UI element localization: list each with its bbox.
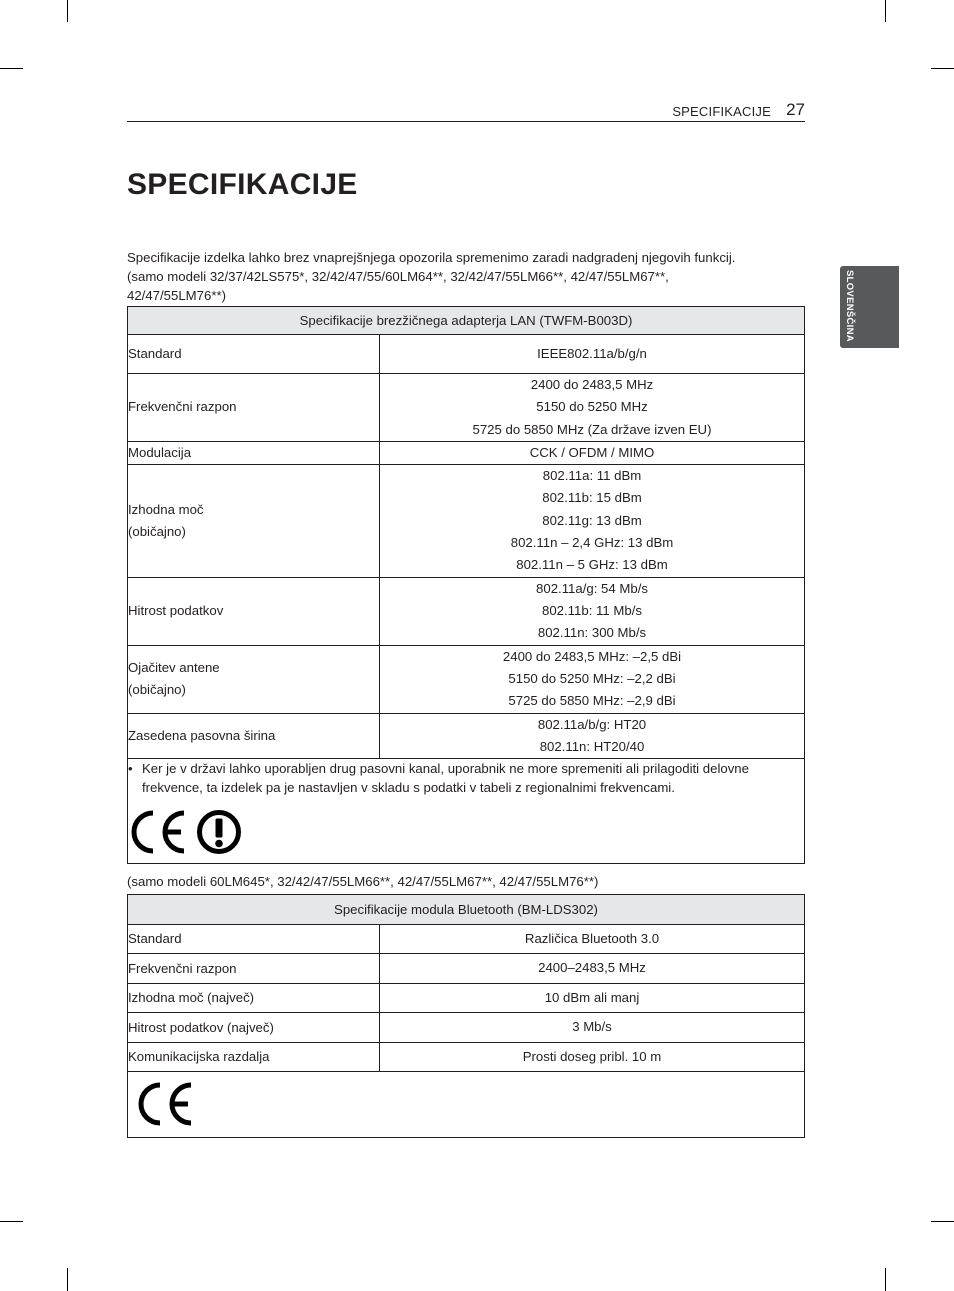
row-label: Modulacija — [128, 445, 192, 461]
row-value: 5150 do 5250 MHz — [536, 399, 648, 415]
header-section-label: SPECIFIKACIJE — [672, 104, 771, 119]
row-value: 3 Mb/s — [380, 1013, 805, 1043]
note-text: Ker je v državi lahko uporabljen drug pasovni kanal, uporabnik ne more spremeniti ali prilagoditi delovne frekvence, ta izdelek pa je nastavljen v skladu s podatki v tabeli z regionalnimi frekvencami. — [142, 761, 749, 796]
page-title: SPECIFIKACIJE — [127, 168, 358, 201]
row-label: Ojačitev antene — [128, 660, 220, 676]
table-row — [128, 1013, 805, 1043]
crop-mark — [67, 0, 68, 22]
ce-mark-icon — [135, 1082, 195, 1126]
table-row — [128, 577, 805, 645]
row-value: 802.11b: 15 dBm — [542, 490, 642, 506]
row-value: 2400 do 2483,5 MHz — [530, 377, 654, 392]
row-label: Izhodna moč — [128, 501, 204, 517]
bluetooth-table-caption: Specifikacije modula Bluetooth (BM-LDS302) — [128, 895, 805, 925]
row-value: 802.11b: 11 Mb/s — [542, 602, 642, 618]
table-row — [128, 954, 805, 984]
table-row — [128, 1043, 805, 1072]
crop-mark — [0, 68, 23, 69]
alert-class2-icon — [196, 809, 242, 855]
crop-mark — [0, 1221, 23, 1222]
crop-mark — [931, 68, 954, 69]
row-value: Različica Bluetooth 3.0 — [380, 925, 805, 954]
crop-mark — [885, 0, 886, 22]
row-label: Frekvenčni razpon — [128, 399, 237, 415]
row-label: (običajno) — [128, 682, 186, 698]
table-row — [128, 374, 805, 442]
language-tab — [840, 266, 899, 348]
table-row — [128, 465, 805, 577]
row-value: 802.11n: HT20/40 — [539, 738, 645, 754]
row-label: Zasedena pasovna širina — [128, 727, 276, 743]
row-value: 802.11a/g: 54 Mb/s — [536, 580, 648, 596]
page-header — [127, 100, 805, 122]
table-row — [128, 441, 805, 464]
intro-line: 42/47/55LM76**) — [127, 288, 226, 303]
intro-text — [127, 248, 807, 305]
crop-mark — [885, 1268, 886, 1291]
row-label: Standard — [128, 925, 380, 954]
row-value: 5725 do 5850 MHz: –2,9 dBi — [508, 693, 676, 709]
row-value: 802.11n – 2,4 GHz: 13 dBm — [510, 535, 674, 551]
table-row — [128, 759, 805, 864]
bullet: • — [128, 761, 133, 777]
row-label: Frekvenčni razpon — [128, 954, 380, 984]
row-value: 802.11n: 300 Mb/s — [537, 625, 647, 641]
bluetooth-spec-table — [127, 894, 805, 1138]
table-row — [128, 713, 805, 759]
table-row — [128, 335, 805, 374]
bluetooth-models-note: (samo modeli 60LM645*, 32/42/47/55LM66**, 42/47/55LM67**, 42/47/55LM76**) — [127, 874, 599, 889]
row-label: (običajno) — [128, 523, 186, 539]
row-value: 10 dBm ali manj — [380, 984, 805, 1013]
intro-line: (samo modeli 32/37/42LS575*, 32/42/47/55/60LM64**, 32/42/47/55LM66**, 42/47/55LM67**, — [127, 269, 669, 284]
wlan-spec-table — [127, 306, 805, 864]
row-value: 802.11a: 11 dBm — [542, 468, 642, 484]
row-label: Standard — [128, 346, 182, 361]
table-row — [128, 925, 805, 954]
row-label: Komunikacijska razdalja — [128, 1043, 380, 1072]
wlan-note — [128, 759, 805, 864]
bluetooth-marks — [128, 1072, 805, 1138]
wlan-table-caption: Specifikacije brezžičnega adapterja LAN (TWFM-B003D) — [128, 307, 805, 335]
row-value: 5150 do 5250 MHz: –2,2 dBi — [508, 670, 676, 686]
table-row — [128, 1072, 805, 1138]
row-value: IEEE802.11a/b/g/n — [537, 345, 647, 361]
row-label: Hitrost podatkov — [128, 603, 224, 619]
row-label: Izhodna moč (največ) — [128, 984, 380, 1013]
row-value: 5725 do 5850 MHz (Za države izven EU) — [472, 421, 712, 437]
intro-line: Specifikacije izdelka lahko brez vnaprejšnjega opozorila spremenimo zaradi nadgradenj njegovih funkcij. — [127, 250, 736, 265]
row-label: Hitrost podatkov (največ) — [128, 1013, 380, 1043]
ce-mark-icon — [128, 810, 188, 854]
row-value: 802.11g: 13 dBm — [542, 512, 642, 528]
row-value: 2400 do 2483,5 MHz: –2,5 dBi — [502, 648, 682, 664]
row-value: CCK / OFDM / MIMO — [529, 444, 655, 460]
row-value: 802.11n – 5 GHz: 13 dBm — [516, 557, 668, 573]
row-value: Prosti doseg pribl. 10 m — [380, 1043, 805, 1072]
crop-mark — [67, 1268, 68, 1291]
page-number: 27 — [786, 100, 805, 119]
row-value: 2400–2483,5 MHz — [380, 954, 805, 984]
table-row — [128, 645, 805, 713]
row-value: 802.11a/b/g: HT20 — [537, 716, 647, 732]
crop-mark — [931, 1221, 954, 1222]
table-row — [128, 984, 805, 1013]
language-tab-label: SLOVENŠČINA — [844, 270, 855, 342]
